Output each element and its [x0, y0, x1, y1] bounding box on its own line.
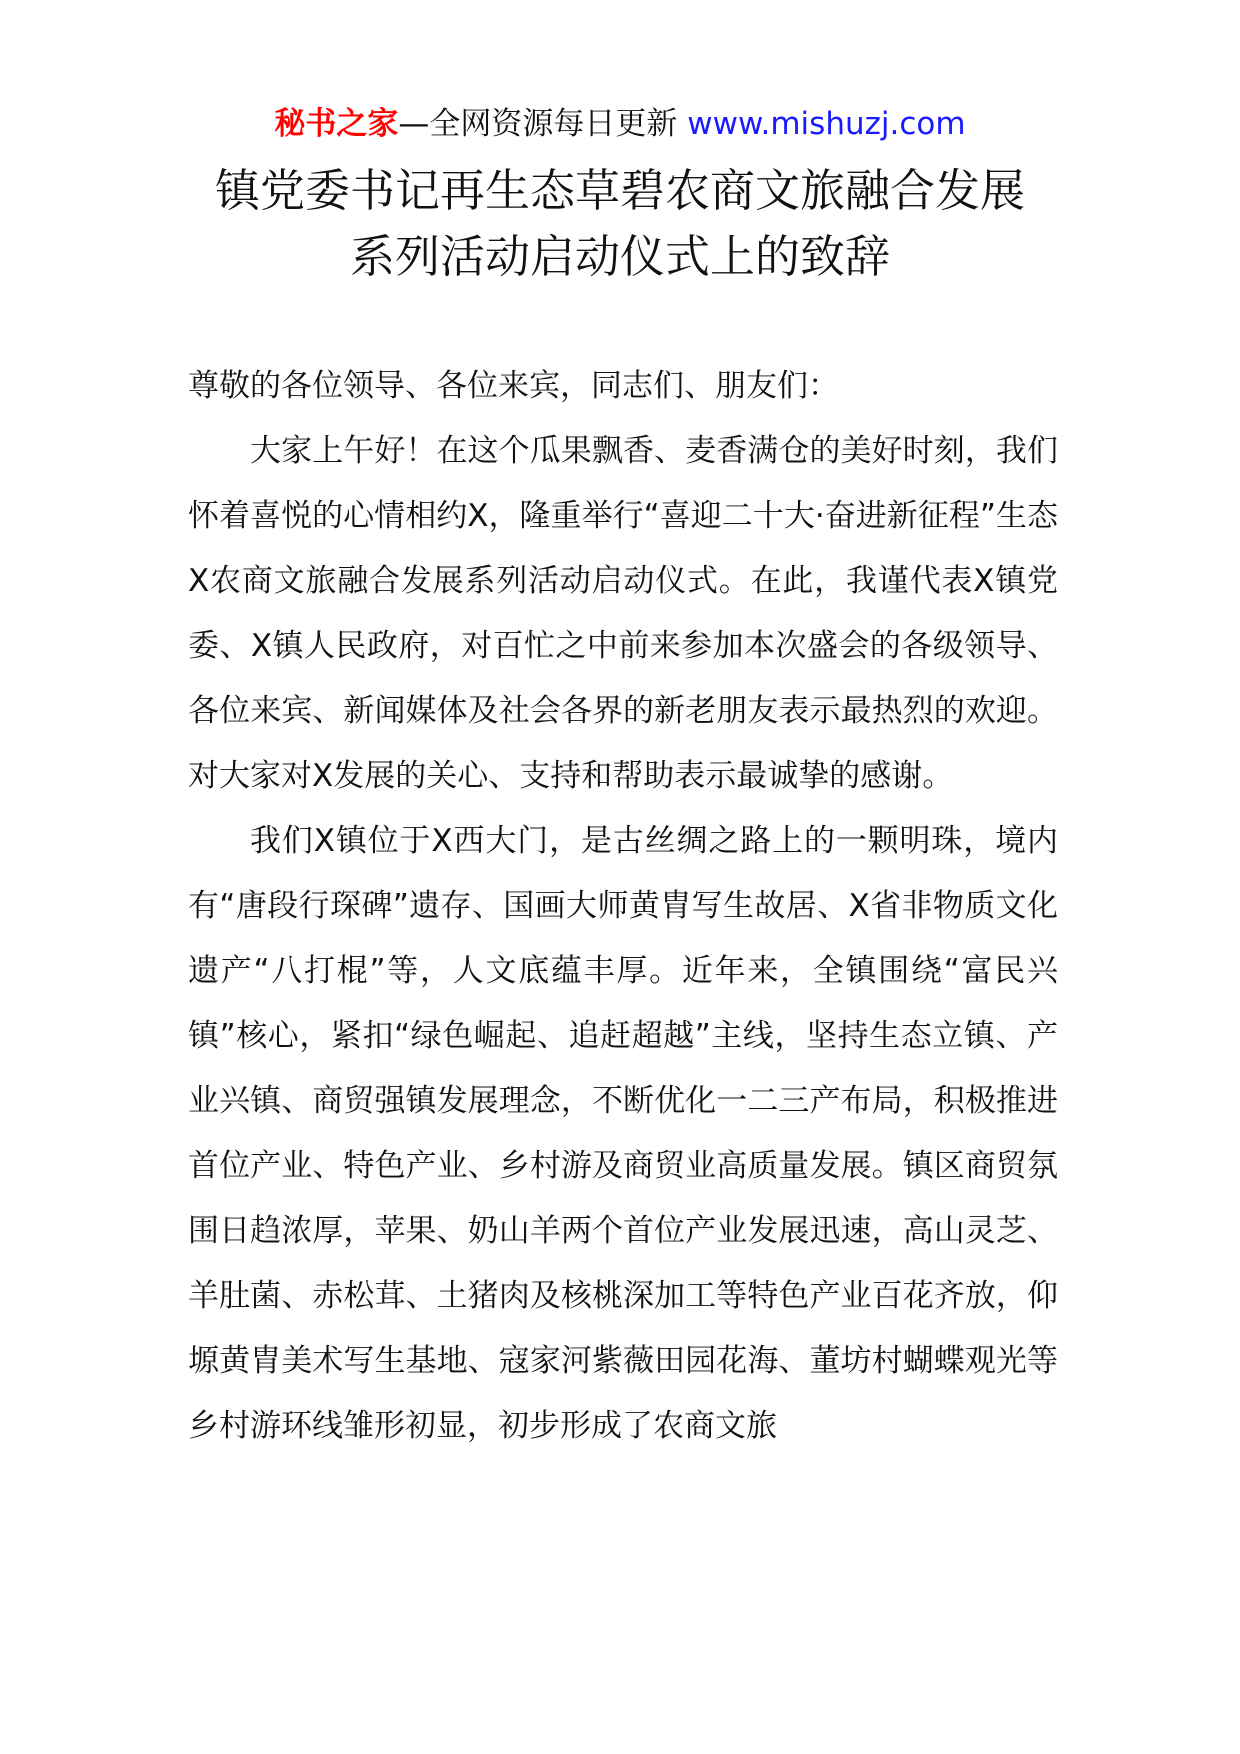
- salutation: 尊敬的各位领导、各位来宾，同志们、朋友们：: [188, 368, 839, 404]
- document-body: [188, 354, 1058, 1459]
- site-brand: 秘书之家: [274, 106, 399, 142]
- document-title: [0, 158, 1240, 290]
- paragraph-1: 大家上午好！在这个瓜果飘香、麦香满仓的美好时刻，我们怀着喜悦的心情相约X，隆重举行“喜迎二十大·奋进新征程”生态X农商文旅融合发展系列活动启动仪式。在此，我谨代表X镇党委、X镇人民政府，对百忙之中前来参加本次盛会的各级领导、各位来宾、新闻媒体及社会各界的新老朋友表示最热烈的欢迎。对大家对X发展的关心、支持和帮助表示最诚挚的感谢。: [188, 433, 1058, 794]
- title-line-1: 镇党委书记再生态草碧农商文旅融合发展: [214, 164, 1025, 217]
- site-url-link[interactable]: www.mishuzj.com: [687, 106, 966, 142]
- paragraph-2: 我们X镇位于X西大门，是古丝绸之路上的一颗明珠，境内有“唐段行琛碑”遗存、国画大师黄胄写生故居、X省非物质文化遗产“八打棍”等，人文底蕴丰厚。近年来，全镇围绕“富民兴镇”核心，紧扣“绿色崛起、追赶超越”主线，坚持生态立镇、产业兴镇、商贸强镇发展理念，不断优化一二三产布局，积极推进首位产业、特色产业、乡村游及商贸业高质量发展。镇区商贸氛围日趋浓厚，苹果、奶山羊两个首位产业发展迅速，高山灵芝、羊肚菌、赤松茸、土猪肉及核桃深加工等特色产业百花齐放，仰塬黄胄美术写生基地、寇家河紫薇田园花海、董坊村蝴蝶观光等乡村游环线雏形初显，初步形成了农商文旅: [188, 823, 1058, 1444]
- site-slogan: —全网资源每日更新: [398, 106, 678, 142]
- site-header: [0, 100, 1240, 148]
- title-line-2: 系列活动启动仪式上的致辞: [349, 230, 890, 283]
